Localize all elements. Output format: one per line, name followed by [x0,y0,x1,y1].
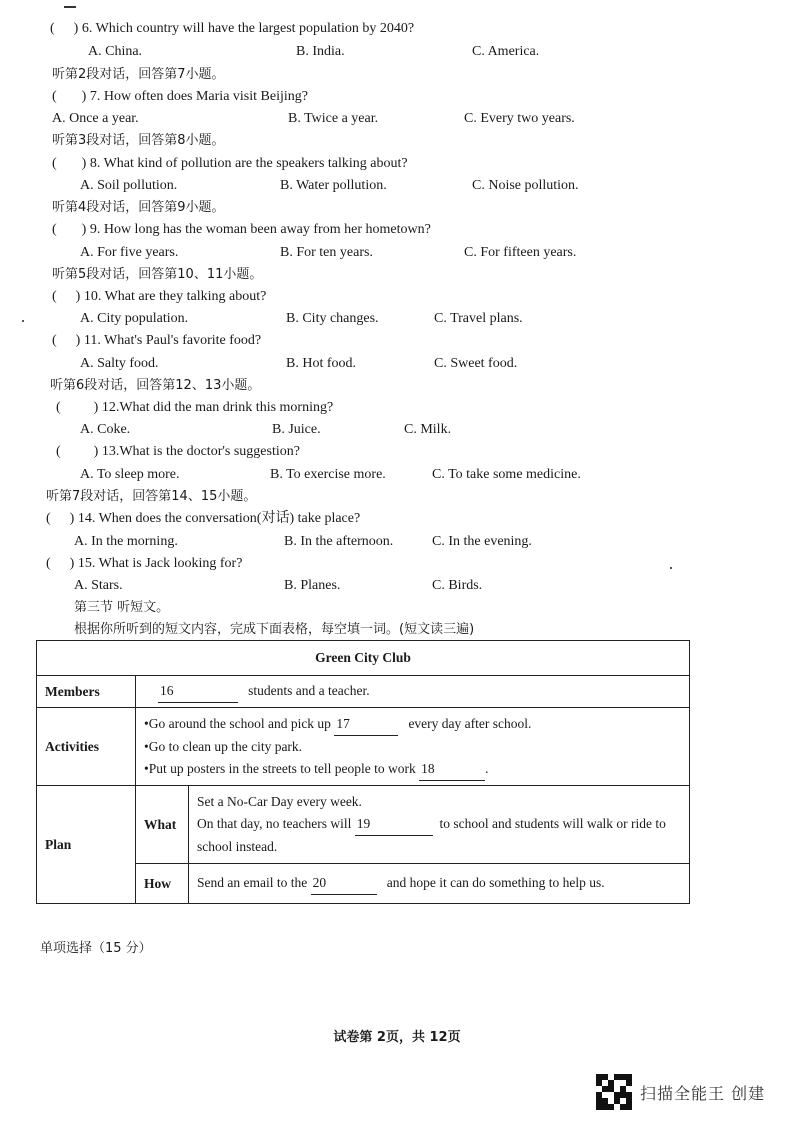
members-text: students and a teacher. [248,683,370,698]
answer-paren: ( [46,511,51,526]
question-stem: ) 7. How often does Maria visit Beijing? [81,89,308,104]
option-10c: C. Travel plans. [434,311,523,326]
what-cell [189,786,690,864]
question-stem: ) 6. Which country will have the largest population by 2040? [73,21,415,36]
answer-paren: ( [52,289,57,304]
question-12 [56,399,333,417]
answer-paren: ( [52,333,57,348]
question-stem: ) 12.What did the man drink this morning? [93,400,334,415]
option-6b: B. India. [296,44,345,59]
blank-18: 18 [419,758,485,781]
section-heading-2: 听第2段对话，回答第7小题。 [52,67,225,82]
option-11a: A. Salty food. [80,356,159,371]
single-choice-heading: 单项选择（15 分） [40,941,152,956]
scanner-watermark [596,1074,765,1110]
what-line-2-start: On that day, no teachers will [197,816,352,831]
section-heading-6: 听第6段对话，回答第12、13小题。 [50,378,261,393]
how-text-end: and hope it can do something to help us. [386,875,605,890]
answer-paren: ( [56,444,61,459]
question-8 [52,155,408,173]
page-footer: 试卷第 2页，共 12页 [333,1030,461,1045]
what-line-3: school instead. [197,839,278,854]
activity-3-end: . [485,760,489,776]
question-stem: ) 14. When does the conversation(对话) take place? [69,511,361,526]
option-8b: B. Water pollution. [280,178,387,193]
activity-3-text: •Put up posters in the streets to tell people to work [144,760,416,776]
question-11 [52,332,261,350]
question-6 [50,20,414,38]
answer-paren: ( [56,400,61,415]
option-9a: A. For five years. [80,245,179,260]
question-stem: ) 8. What kind of pollution are the speakers talking about? [81,156,408,171]
watermark-text: 扫描全能王 创建 [640,1083,766,1103]
option-6a: A. China. [88,44,143,59]
option-15c: C. Birds. [432,578,483,593]
blank-20: 20 [311,872,377,895]
section-heading-3: 听第3段对话，回答第8小题。 [52,133,225,148]
option-9c: C. For fifteen years. [464,245,577,260]
activity-1-end: every day after school. [408,715,532,731]
section-heading-7: 听第7段对话，回答第14、15小题。 [46,489,257,504]
activities-label: Activities [37,708,136,786]
option-14a: A. In the morning. [74,534,178,549]
question-14 [46,510,360,528]
members-label: Members [37,676,136,708]
answer-paren: ( [46,556,51,571]
section-heading-4: 听第4段对话，回答第9小题。 [52,200,225,215]
option-13b: B. To exercise more. [270,467,386,482]
question-7 [52,88,308,106]
members-cell [136,676,690,708]
how-label: How [136,864,189,904]
option-8c: C. Noise pollution. [472,178,579,193]
part3-heading: 第三节 听短文。 [74,600,170,615]
option-10a: A. City population. [80,311,189,326]
option-7a: A. Once a year. [52,111,139,126]
activity-1-text: •Go around the school and pick up [144,715,331,731]
answer-paren: ( [50,21,55,36]
what-label: What [136,786,189,864]
option-11b: B. Hot food. [286,356,356,371]
option-14b: B. In the afternoon. [284,534,394,549]
activities-cell [136,708,690,786]
table-title: Green City Club [37,641,690,676]
question-10 [52,288,266,306]
question-stem: ) 13.What is the doctor's suggestion? [93,444,300,459]
option-7c: C. Every two years. [464,111,575,126]
green-city-club-table [36,640,690,904]
how-text-start: Send an email to the [197,875,308,890]
scan-speck [22,320,24,322]
option-15a: A. Stars. [74,578,123,593]
scan-speck [670,567,672,569]
activity-2-text: •Go to clean up the city park. [144,738,303,754]
question-15 [46,555,242,573]
option-6c: C. America. [472,44,540,59]
blank-16: 16 [158,680,238,703]
option-12b: B. Juice. [272,422,321,437]
question-stem: ) 11. What's Paul's favorite food? [75,333,262,348]
question-9 [52,221,431,239]
answer-paren: ( [52,89,57,104]
option-11c: C. Sweet food. [434,356,518,371]
plan-label: Plan [37,786,136,904]
question-stem: ) 10. What are they talking about? [75,289,267,304]
option-8a: A. Soil pollution. [80,178,178,193]
question-13 [56,443,300,461]
blank-19: 19 [355,813,433,836]
what-line-2-end: to school and students will walk or ride to [439,816,666,831]
option-12c: C. Milk. [404,422,452,437]
option-10b: B. City changes. [286,311,379,326]
option-13c: C. To take some medicine. [432,467,581,482]
question-stem: ) 15. What is Jack looking for? [69,556,243,571]
question-stem: ) 9. How long has the woman been away from her hometown? [81,222,431,237]
how-cell [189,864,690,904]
option-14c: C. In the evening. [432,534,532,549]
what-line-1: Set a No-Car Day every week. [197,794,362,809]
option-15b: B. Planes. [284,578,341,593]
option-7b: B. Twice a year. [288,111,379,126]
option-13a: A. To sleep more. [80,467,180,482]
top-edge-mark [64,6,76,8]
answer-paren: ( [52,156,57,171]
blank-17: 17 [334,713,398,736]
option-12a: A. Coke. [80,422,131,437]
option-9b: B. For ten years. [280,245,373,260]
qr-code-icon [596,1074,632,1110]
answer-paren: ( [52,222,57,237]
section-heading-5: 听第5段对话，回答第10、11小题。 [52,267,263,282]
part3-instructions: 根据你所听到的短文内容，完成下面表格，每空填一词。(短文读三遍) [74,622,475,637]
